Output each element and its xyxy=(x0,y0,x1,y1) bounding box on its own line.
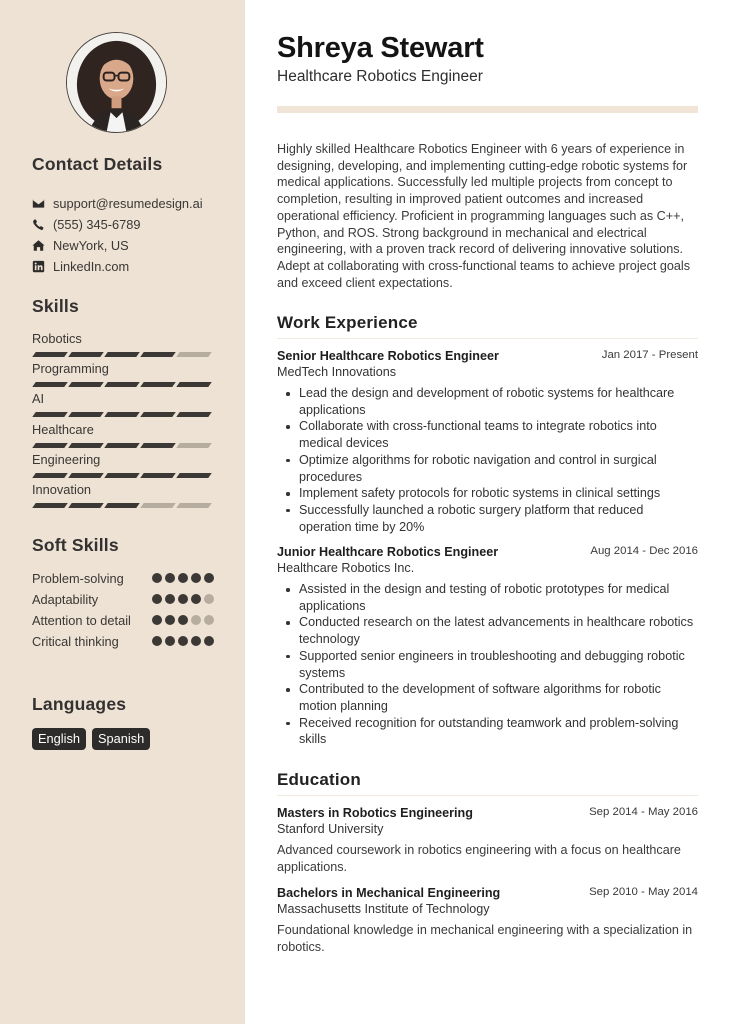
skill-segment-filled xyxy=(104,503,140,508)
skill-segment-filled xyxy=(140,352,176,357)
work-section-title: Work Experience xyxy=(277,313,418,332)
soft-skill-rating xyxy=(152,570,214,583)
contact-linkedin[interactable] xyxy=(32,256,203,277)
soft-skill-item xyxy=(32,612,214,629)
rating-dot-filled xyxy=(204,636,214,646)
education-description: Advanced coursework in robotics engineering with a focus on healthcare applications. xyxy=(277,843,681,874)
skill-segment-filled xyxy=(176,473,212,478)
summary-text: Highly skilled Healthcare Robotics Engineer with 6 years of experience in designing, developing, and implementing cutting-edge robotic systems for medical applications. Successfully led multiple projects from concept to completion, resulting in improved patient outcomes and increased operational efficiency. Proficient in programming languages such as C++, Python, and ROS. Strong background in mechanical and electrical engineering, with a proven track record of delivering innovative solutions. Adept at collaborating with cross-functional teams to achieve project goals and exceed client expectations. xyxy=(277,142,691,290)
soft-skill-rating xyxy=(152,612,214,625)
job-entry xyxy=(277,544,698,748)
skill-name: Robotics xyxy=(32,331,82,346)
skill-item xyxy=(32,331,214,361)
skill-segment-empty xyxy=(140,503,176,508)
skill-segment-filled xyxy=(32,503,68,508)
rating-dot-filled xyxy=(191,573,201,583)
home-icon xyxy=(32,239,45,252)
contact-linkedin-text: LinkedIn.com xyxy=(53,259,130,274)
skill-name: Engineering xyxy=(32,451,101,467)
skill-segment-filled xyxy=(104,443,140,448)
job-bullet: Conducted research on the latest advancements in healthcare robotics technology xyxy=(277,614,698,647)
phone-icon xyxy=(32,218,45,231)
skill-segment-empty xyxy=(176,352,212,357)
education-section-title: Education xyxy=(277,770,361,789)
degree-title: Masters in Robotics Engineering xyxy=(277,806,473,820)
skill-segment-filled xyxy=(68,382,104,387)
linkedin-icon xyxy=(32,260,45,273)
job-bullet: Assisted in the design and testing of robotic prototypes for medical applications xyxy=(277,581,698,614)
skill-name: Programming xyxy=(32,361,109,377)
rating-dot-filled xyxy=(165,615,175,625)
job-bullet: Implement safety protocols for robotic systems in clinical settings xyxy=(277,485,698,502)
skill-segment-filled xyxy=(68,473,104,478)
skill-segment-filled xyxy=(140,382,176,387)
avatar xyxy=(66,32,167,133)
education-dates: Sep 2014 - May 2016 xyxy=(589,806,698,818)
skill-segment-empty xyxy=(176,503,212,508)
skill-segment-empty xyxy=(176,443,212,448)
skill-item xyxy=(32,361,214,391)
header-divider xyxy=(277,106,698,113)
skill-name: Healthcare xyxy=(32,421,94,437)
soft-skill-name: Adaptability xyxy=(32,592,99,607)
contact-section-title: Contact Details xyxy=(32,154,163,174)
job-entry xyxy=(277,348,698,535)
rating-dot-filled xyxy=(178,636,188,646)
education-section-divider xyxy=(277,795,698,796)
job-company: Healthcare Robotics Inc. xyxy=(277,561,415,575)
job-title: Senior Healthcare Robotics Engineer xyxy=(277,349,499,363)
skill-level-bar xyxy=(32,412,214,417)
soft-skill-rating xyxy=(152,591,214,604)
job-title: Junior Healthcare Robotics Engineer xyxy=(277,545,499,559)
envelope-icon xyxy=(32,197,45,210)
rating-dot-filled xyxy=(152,615,162,625)
rating-dot-filled xyxy=(204,573,214,583)
rating-dot-empty xyxy=(204,615,214,625)
skill-segment-filled xyxy=(68,352,104,357)
soft-skill-name: Critical thinking xyxy=(32,634,119,649)
school-name: Massachusetts Institute of Technology xyxy=(277,902,490,916)
language-badge: English xyxy=(32,728,86,750)
school-name: Stanford University xyxy=(277,822,384,836)
soft-skill-item xyxy=(32,633,214,650)
skill-segment-filled xyxy=(104,473,140,478)
soft-skills-section-title: Soft Skills xyxy=(32,535,119,555)
rating-dot-filled xyxy=(178,573,188,583)
skill-name: AI xyxy=(32,391,45,407)
profile-photo-icon xyxy=(67,33,166,132)
rating-dot-filled xyxy=(152,594,162,604)
skill-segment-filled xyxy=(32,443,68,448)
skill-segment-filled xyxy=(68,443,104,448)
rating-dot-filled xyxy=(165,594,175,604)
contact-location-text: NewYork, US xyxy=(53,238,129,253)
contact-list xyxy=(32,193,203,277)
skill-segment-filled xyxy=(104,412,140,417)
contact-email-text: support@resumedesign.ai xyxy=(53,196,203,211)
work-section-divider xyxy=(277,338,698,339)
skill-level-bar xyxy=(32,382,214,387)
rating-dot-filled xyxy=(191,636,201,646)
job-company: MedTech Innovations xyxy=(277,365,397,379)
skill-segment-filled xyxy=(176,382,212,387)
skill-item xyxy=(32,422,214,452)
skill-level-bar xyxy=(32,503,214,508)
skill-segment-filled xyxy=(32,352,68,357)
skill-segment-filled xyxy=(104,352,140,357)
soft-skill-item xyxy=(32,570,214,587)
education-dates: Sep 2010 - May 2014 xyxy=(589,886,698,898)
soft-skill-rating xyxy=(152,633,214,646)
contact-phone-text: (555) 345-6789 xyxy=(53,217,141,232)
skill-level-bar xyxy=(32,473,214,478)
education-entry xyxy=(277,885,698,955)
skills-section-title: Skills xyxy=(32,296,79,316)
skill-segment-filled xyxy=(32,382,68,387)
skill-level-bar xyxy=(32,443,214,448)
soft-skills-list xyxy=(32,570,214,654)
education-entry xyxy=(277,805,698,875)
skill-segment-filled xyxy=(32,412,68,417)
education-description: Foundational knowledge in mechanical engineering with a specialization in robotics. xyxy=(277,923,693,954)
skill-segment-filled xyxy=(176,412,212,417)
skill-item xyxy=(32,452,214,482)
job-bullet: Lead the design and development of robotic systems for healthcare applications xyxy=(277,385,698,418)
soft-skill-name: Problem-solving xyxy=(32,571,124,586)
rating-dot-filled xyxy=(165,636,175,646)
job-bullets xyxy=(277,385,698,535)
rating-dot-empty xyxy=(191,615,201,625)
language-badge: Spanish xyxy=(92,728,150,750)
rating-dot-filled xyxy=(165,573,175,583)
rating-dot-filled xyxy=(178,615,188,625)
soft-skill-name: Attention to detail xyxy=(32,613,131,628)
job-bullet: Received recognition for outstanding teamwork and problem-solving skills xyxy=(277,715,698,748)
skill-segment-filled xyxy=(68,503,104,508)
skill-name: Innovation xyxy=(32,481,92,497)
job-dates: Aug 2014 - Dec 2016 xyxy=(590,545,698,557)
skill-segment-filled xyxy=(104,382,140,387)
job-bullet: Successfully launched a robotic surgery platform that reduced operation time by 20% xyxy=(277,502,698,535)
rating-dot-filled xyxy=(152,636,162,646)
job-bullet: Optimize algorithms for robotic navigation and control in surgical procedures xyxy=(277,452,698,485)
rating-dot-filled xyxy=(191,594,201,604)
skill-item xyxy=(32,482,214,512)
contact-location xyxy=(32,235,203,256)
candidate-name: Shreya Stewart xyxy=(277,32,484,64)
skill-segment-filled xyxy=(68,412,104,417)
languages-section-title: Languages xyxy=(32,694,127,714)
skill-segment-filled xyxy=(140,412,176,417)
job-bullet: Collaborate with cross-functional teams to integrate robotics into medical devices xyxy=(277,418,698,451)
sidebar xyxy=(0,0,245,1024)
contact-phone[interactable] xyxy=(32,214,203,235)
rating-dot-filled xyxy=(152,573,162,583)
rating-dot-empty xyxy=(204,594,214,604)
skill-segment-filled xyxy=(140,443,176,448)
contact-email[interactable] xyxy=(32,193,203,214)
job-dates: Jan 2017 - Present xyxy=(601,349,698,361)
degree-title: Bachelors in Mechanical Engineering xyxy=(277,886,501,900)
skill-level-bar xyxy=(32,352,214,357)
skills-list xyxy=(32,331,214,512)
candidate-title: Healthcare Robotics Engineer xyxy=(277,68,483,85)
rating-dot-filled xyxy=(178,594,188,604)
soft-skill-item xyxy=(32,591,214,608)
languages-list xyxy=(32,728,150,750)
skill-item xyxy=(32,391,214,421)
job-bullet: Contributed to the development of software algorithms for robotic motion planning xyxy=(277,681,698,714)
job-bullet: Supported senior engineers in troubleshooting and debugging robotic systems xyxy=(277,648,698,681)
skill-segment-filled xyxy=(32,473,68,478)
job-bullets xyxy=(277,581,698,748)
skill-segment-filled xyxy=(140,473,176,478)
